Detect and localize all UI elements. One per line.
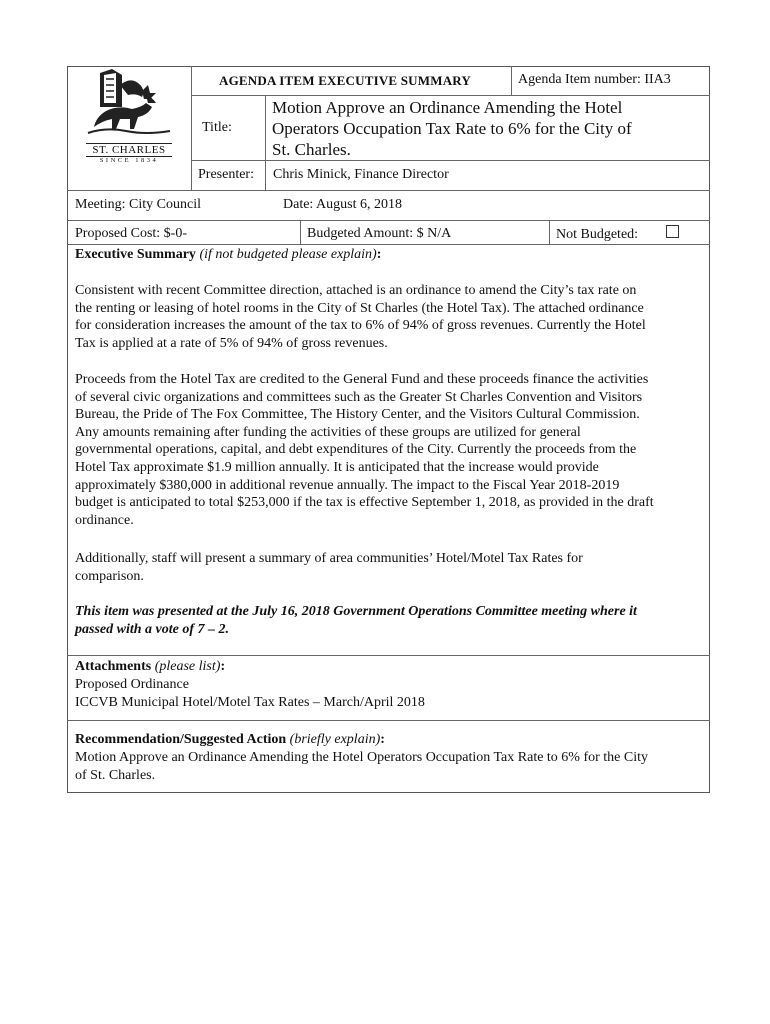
- logo-divider: [191, 66, 192, 190]
- title-line-3: St. Charles.: [272, 140, 351, 159]
- presenter-label: Presenter:: [198, 167, 254, 182]
- meeting-value: Meeting: City Council: [75, 197, 201, 212]
- paragraph-line: This item was presented at the July 16, 2018 Government Operations Committee meeting where it: [75, 604, 637, 619]
- title-label: Title:: [202, 120, 232, 135]
- paragraph-line: passed with a vote of 7 – 2.: [75, 621, 229, 637]
- attachments-heading: [75, 658, 225, 675]
- agenda-item-number: Agenda Item number: IIA3: [518, 72, 671, 87]
- summary-paragraph-3: [75, 550, 705, 585]
- attachments-heading-colon: :: [220, 659, 226, 674]
- cost-divider: [67, 244, 710, 245]
- not-budgeted-label: Not Budgeted:: [556, 227, 639, 242]
- header-divider: [191, 95, 710, 96]
- executive-summary-heading-colon: :: [376, 247, 382, 262]
- fox-logo-icon: [86, 67, 172, 139]
- recommendation-heading-colon: :: [380, 732, 385, 747]
- paragraph-line: for consideration increases the amount of the tax to 6% of 94% of gross revenues. Currently the Hotel: [75, 318, 646, 334]
- paragraph-line: Additionally, staff will present a summary of area communities’ Hotel/Motel Tax Rates for: [75, 551, 583, 566]
- paragraph-line: of several civic organizations and committees such as the Greater St Charles Convention and Visitors: [75, 389, 643, 405]
- paragraph-line: Bureau, the Pride of The Fox Committee, The History Center, and the Visitors Cultural Commission.: [75, 407, 640, 423]
- recommendation-heading-text: Recommendation/Suggested Action: [75, 732, 287, 747]
- recommendation-heading-note: (briefly explain): [289, 732, 381, 747]
- executive-summary-heading-note: (if not budgeted please explain): [199, 247, 377, 262]
- logo-city-name: ST. CHARLES: [86, 143, 172, 157]
- cost-divider-2: [549, 220, 550, 244]
- paragraph-line: the renting or leasing of hotel rooms in the City of St Charles (the Hotel Tax). The attached ordinance: [75, 300, 644, 316]
- paragraph-line: Tax is applied at a rate of 5% of 94% of gross revenues.: [75, 335, 388, 351]
- paragraph-line: governmental operations, capital, and debt expenditures of the City. Currently the proceeds from the: [75, 442, 637, 458]
- summary-divider: [67, 655, 710, 656]
- executive-summary-heading-text: Executive Summary: [75, 247, 196, 262]
- title-divider: [191, 160, 710, 161]
- summary-paragraph-4: [75, 603, 705, 638]
- attachments-divider: [67, 720, 710, 721]
- recommendation-heading: [75, 731, 385, 748]
- attachment-item-1: Proposed Ordinance: [75, 677, 189, 692]
- presenter-divider: [67, 190, 710, 191]
- paragraph-line: comparison.: [75, 568, 144, 584]
- agenda-number-divider: [511, 66, 512, 96]
- presenter-value: Chris Minick, Finance Director: [273, 167, 449, 182]
- summary-paragraph-2: [75, 371, 705, 529]
- title-line-2: Operators Occupation Tax Rate to 6% for the City of: [272, 119, 632, 138]
- summary-paragraph-1: [75, 282, 705, 352]
- paragraph-line: Consistent with recent Committee direction, attached is an ordinance to amend the City’s tax rate on: [75, 283, 637, 298]
- paragraph-line: ordinance.: [75, 512, 134, 528]
- attachments-heading-note: (please list): [154, 659, 221, 674]
- executive-summary-heading: [75, 246, 381, 263]
- not-budgeted-checkbox[interactable]: [666, 225, 679, 238]
- city-logo: [86, 67, 172, 167]
- summary-title: AGENDA ITEM EXECUTIVE SUMMARY: [219, 73, 472, 88]
- recommendation-line-1: Motion Approve an Ordinance Amending the Hotel Operators Occupation Tax Rate to 6% for the City: [75, 750, 649, 765]
- budgeted-amount: Budgeted Amount: $ N/A: [307, 226, 452, 241]
- paragraph-line: Hotel Tax approximate $1.9 million annually. It is anticipated that the increase would provide: [75, 459, 599, 475]
- proposed-cost: Proposed Cost: $-0-: [75, 226, 187, 241]
- attachments-heading-text: Attachments: [75, 659, 152, 674]
- date-value: Date: August 6, 2018: [283, 197, 402, 212]
- title-line-1: Motion Approve an Ordinance Amending the Hotel: [272, 98, 623, 117]
- paragraph-line: Any amounts remaining after funding the activities of these groups are utilized for general: [75, 424, 581, 440]
- recommendation-line-2: of St. Charles.: [75, 768, 156, 783]
- paragraph-line: Proceeds from the Hotel Tax are credited to the General Fund and these proceeds finance the activities: [75, 372, 649, 387]
- logo-since: SINCE 1834: [99, 157, 159, 164]
- paragraph-line: budget is anticipated to total $253,000 if the tax is effective September 1, 2018, as provided in the draft: [75, 495, 654, 511]
- attachment-item-2: ICCVB Municipal Hotel/Motel Tax Rates – March/April 2018: [75, 695, 425, 710]
- paragraph-line: approximately $380,000 in additional revenue annually. The impact to the Fiscal Year 2018-2019: [75, 477, 620, 493]
- cost-divider-1: [300, 220, 301, 244]
- title-label-divider: [265, 95, 266, 190]
- meeting-divider: [67, 220, 710, 221]
